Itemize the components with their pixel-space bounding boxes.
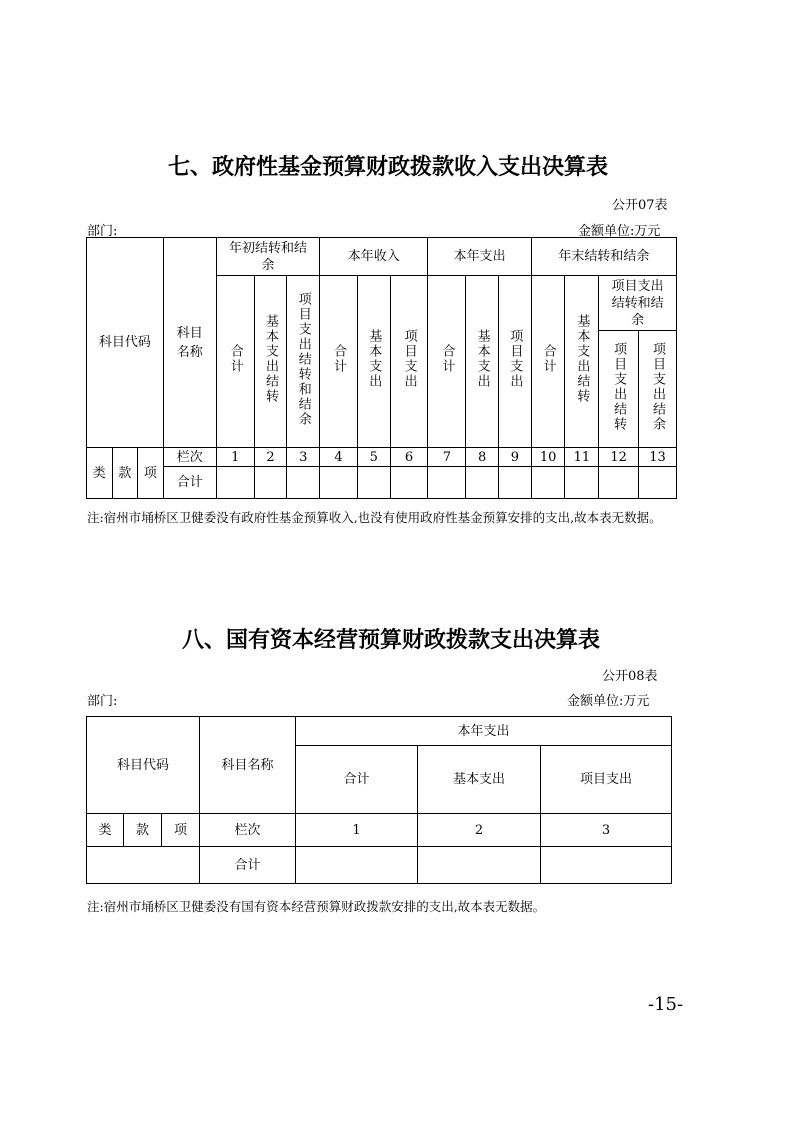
data-cell bbox=[599, 467, 639, 499]
data-cell bbox=[541, 847, 672, 884]
section7-note: 注:宿州市埇桥区卫健委没有政府性基金预算收入,也没有使用政府性基金预算安排的支出,故本表无数据。 bbox=[87, 510, 662, 525]
header-income-total: 合计 bbox=[320, 276, 358, 448]
data-cell bbox=[531, 467, 565, 499]
data-cell bbox=[428, 467, 466, 499]
column-number: 13 bbox=[639, 448, 677, 467]
data-cell bbox=[357, 467, 390, 499]
row-label-lanci: 栏次 bbox=[200, 814, 296, 847]
column-number: 2 bbox=[254, 448, 287, 467]
data-cell bbox=[216, 467, 254, 499]
section7-title: 七、政府性基金预算财政拨款收入支出决算表 bbox=[168, 155, 609, 180]
section7-unit-label: 金额单位:万元 bbox=[578, 224, 661, 239]
data-cell bbox=[466, 467, 499, 499]
header-income: 本年收入 bbox=[320, 238, 428, 276]
data-cell bbox=[287, 467, 320, 499]
column-number: 7 bbox=[428, 448, 466, 467]
row-label-kuan: 款 bbox=[112, 448, 138, 499]
row-label-heji: 合计 bbox=[200, 847, 296, 884]
row-label-xiang: 项 bbox=[138, 448, 164, 499]
column-number: 9 bbox=[499, 448, 532, 467]
section8-unit-label: 金额单位:万元 bbox=[567, 694, 650, 709]
column-number: 3 bbox=[541, 814, 672, 847]
header-subject-name: 科目名称 bbox=[163, 238, 216, 448]
header-income-basic: 基本支出 bbox=[357, 276, 390, 448]
header-begin-project: 项目支出结转和结余 bbox=[287, 276, 320, 448]
column-number: 3 bbox=[287, 448, 320, 467]
data-cell bbox=[418, 847, 541, 884]
column-number: 1 bbox=[296, 814, 418, 847]
column-number: 12 bbox=[599, 448, 639, 467]
header-begin-basic: 基本支出结转 bbox=[254, 276, 287, 448]
row-label-xiang: 项 bbox=[162, 814, 200, 847]
row-label-lei: 类 bbox=[87, 448, 113, 499]
row-label-heji: 合计 bbox=[163, 467, 216, 499]
header-subject-code: 科目代码 bbox=[87, 717, 200, 814]
header-end-project-carry: 项目支出结转 bbox=[599, 331, 639, 448]
column-number: 11 bbox=[565, 448, 599, 467]
header-begin-total: 合计 bbox=[216, 276, 254, 448]
header-subject-code: 科目代码 bbox=[87, 238, 164, 448]
header-end-total: 合计 bbox=[531, 276, 565, 448]
section7-dept-label: 部门: bbox=[87, 224, 118, 239]
section8-dept-label: 部门: bbox=[87, 694, 118, 709]
data-cell bbox=[296, 847, 418, 884]
column-number: 4 bbox=[320, 448, 358, 467]
header-begin-balance: 年初结转和结余 bbox=[216, 238, 319, 276]
data-cell bbox=[639, 467, 677, 499]
column-number: 8 bbox=[466, 448, 499, 467]
column-number: 1 bbox=[216, 448, 254, 467]
row-label-lei: 类 bbox=[87, 814, 124, 847]
data-cell bbox=[254, 467, 287, 499]
section7-table bbox=[86, 237, 677, 499]
header-end-balance: 年末结转和结余 bbox=[531, 238, 676, 276]
section8-note: 注:宿州市埇桥区卫健委没有国有资本经营预算财政拨款安排的支出,故本表无数据。 bbox=[87, 899, 546, 914]
header-expense-project: 项目支出 bbox=[541, 746, 672, 814]
header-expense-project: 项目支出 bbox=[499, 276, 532, 448]
data-cell bbox=[499, 467, 532, 499]
data-cell bbox=[565, 467, 599, 499]
column-number: 6 bbox=[390, 448, 428, 467]
section7-table-code: 公开07表 bbox=[612, 198, 668, 213]
section8-table-code: 公开08表 bbox=[602, 669, 658, 684]
header-income-project: 项目支出 bbox=[390, 276, 428, 448]
section8-title: 八、国有资本经营预算财政拨款支出决算表 bbox=[182, 628, 601, 653]
header-expense-total: 合计 bbox=[428, 276, 466, 448]
data-cell bbox=[87, 847, 200, 884]
header-end-project-surplus: 项目支出结余 bbox=[639, 331, 677, 448]
section8-table bbox=[86, 716, 672, 884]
column-number: 2 bbox=[418, 814, 541, 847]
header-expense-basic: 基本支出 bbox=[418, 746, 541, 814]
header-subject-name: 科目名称 bbox=[200, 717, 296, 814]
header-end-basic: 基本支出结转 bbox=[565, 276, 599, 448]
header-end-project-group: 项目支出结转和结余 bbox=[599, 276, 677, 331]
row-label-lanci: 栏次 bbox=[163, 448, 216, 467]
column-number: 5 bbox=[357, 448, 390, 467]
header-expense-basic: 基本支出 bbox=[466, 276, 499, 448]
data-cell bbox=[390, 467, 428, 499]
data-cell bbox=[320, 467, 358, 499]
page-number: -15- bbox=[648, 994, 684, 1015]
row-label-kuan: 款 bbox=[124, 814, 162, 847]
column-number: 10 bbox=[531, 448, 565, 467]
header-expense: 本年支出 bbox=[428, 238, 531, 276]
header-expense: 本年支出 bbox=[296, 717, 672, 746]
header-expense-total: 合计 bbox=[296, 746, 418, 814]
